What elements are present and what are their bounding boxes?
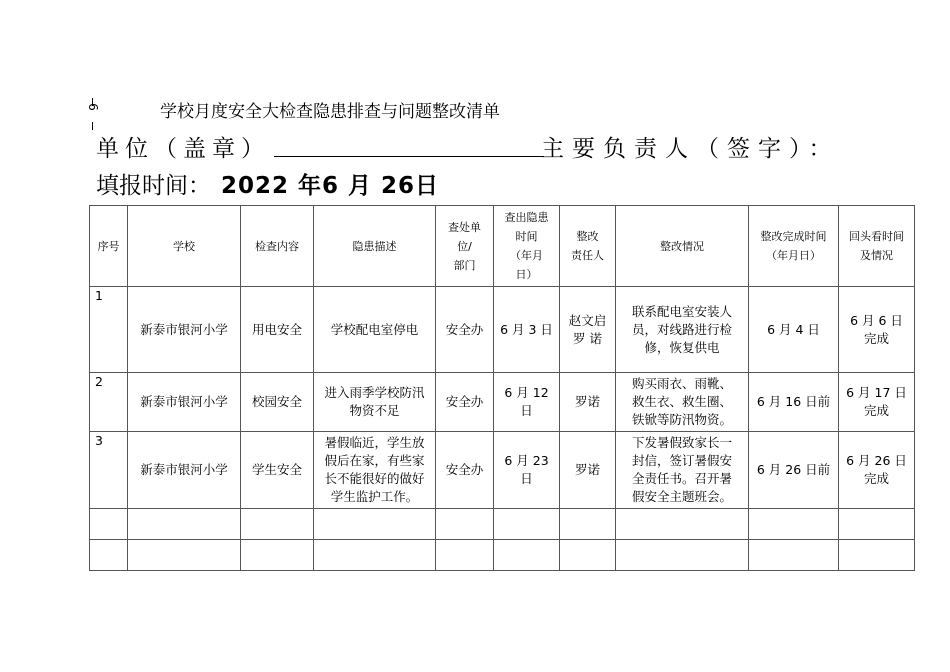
page-number-text: 6 bbox=[86, 103, 100, 111]
cell-owner: 罗诺 bbox=[560, 373, 616, 432]
cell-dept: 安全办 bbox=[436, 373, 494, 432]
cell-empty bbox=[839, 540, 915, 571]
cell-hazard: 暑假临近，学生放 假后在家，有些家 长不能很好的做好 学生监护工作。 bbox=[314, 432, 436, 509]
cell-empty bbox=[436, 509, 494, 540]
cell-status: 购买雨衣、雨靴、 救生衣、救生圈、 铁锨等防汛物资。 bbox=[616, 373, 749, 432]
table-row bbox=[90, 432, 915, 509]
cell-empty bbox=[494, 509, 560, 540]
report-date-row bbox=[96, 167, 439, 200]
cell-empty bbox=[241, 509, 314, 540]
cell-seq: 2 bbox=[90, 373, 128, 432]
cell-found-time: 6 月 3 日 bbox=[494, 287, 560, 373]
cell-empty bbox=[314, 509, 436, 540]
table-row bbox=[90, 373, 915, 432]
cell-dept: 安全办 bbox=[436, 432, 494, 509]
document-title: 学校月度安全大检查隐患排查与问题整改清单 bbox=[160, 102, 500, 122]
header-review: 回头看时间 及情况 bbox=[839, 206, 915, 287]
cell-content: 校园安全 bbox=[241, 373, 314, 432]
cell-empty bbox=[749, 540, 839, 571]
cell-empty bbox=[241, 540, 314, 571]
unit-name-line bbox=[274, 156, 544, 157]
cell-review: 6 月 6 日 完成 bbox=[839, 287, 915, 373]
cell-owner: 罗诺 bbox=[560, 432, 616, 509]
cell-empty bbox=[436, 540, 494, 571]
cell-empty bbox=[128, 509, 241, 540]
cell-empty bbox=[616, 540, 749, 571]
cell-status: 联系配电室安装人 员，对线路进行检 修，恢复供电 bbox=[616, 287, 749, 373]
cell-done-time: 6 月 4 日 bbox=[749, 287, 839, 373]
rectification-table bbox=[89, 205, 915, 571]
cell-status: 下发暑假致家长一 封信，签订暑假安 全责任书。召开暑 假安全主题班会。 bbox=[616, 432, 749, 509]
table-row-empty bbox=[90, 509, 915, 540]
cell-review: 6 月 26 日 完成 bbox=[839, 432, 915, 509]
cell-empty bbox=[90, 540, 128, 571]
cell-school: 新泰市银河小学 bbox=[128, 373, 241, 432]
cell-empty bbox=[90, 509, 128, 540]
cell-hazard: 学校配电室停电 bbox=[314, 287, 436, 373]
cell-content: 学生安全 bbox=[241, 432, 314, 509]
leader-signature-label: 主要负责人（签字）： bbox=[541, 136, 840, 162]
cell-review: 6 月 17 日 完成 bbox=[839, 373, 915, 432]
header-school: 学校 bbox=[128, 206, 241, 287]
cell-empty bbox=[839, 509, 915, 540]
cell-empty bbox=[616, 509, 749, 540]
cell-seq: 1 bbox=[90, 287, 128, 373]
cell-done-time: 6 月 26 日前 bbox=[749, 432, 839, 509]
header-dept: 查处单 位/ 部门 bbox=[436, 206, 494, 287]
table-header-row bbox=[90, 206, 915, 287]
header-status: 整改情况 bbox=[616, 206, 749, 287]
cell-school: 新泰市银河小学 bbox=[128, 287, 241, 373]
header-hazard: 隐患描述 bbox=[314, 206, 436, 287]
report-date-value: 2022 年6 月 26日 bbox=[221, 173, 440, 199]
header-content: 检查内容 bbox=[241, 206, 314, 287]
cell-school: 新泰市银河小学 bbox=[128, 432, 241, 509]
header-seq: 序号 bbox=[90, 206, 128, 287]
table-row bbox=[90, 287, 915, 373]
cell-owner: 赵文启 罗 诺 bbox=[560, 287, 616, 373]
header-done-time: 整改完成时间 （年月日） bbox=[749, 206, 839, 287]
cell-hazard: 进入雨季学校防汛 物资不足 bbox=[314, 373, 436, 432]
page-number bbox=[86, 100, 100, 128]
cell-empty bbox=[560, 540, 616, 571]
cell-done-time: 6 月 16 日前 bbox=[749, 373, 839, 432]
unit-row bbox=[96, 130, 840, 162]
report-date-label: 填报时间： bbox=[96, 173, 211, 199]
cell-empty bbox=[128, 540, 241, 571]
header-owner: 整改 责任人 bbox=[560, 206, 616, 287]
cell-empty bbox=[749, 509, 839, 540]
cell-dept: 安全办 bbox=[436, 287, 494, 373]
table-row-empty bbox=[90, 540, 915, 571]
unit-seal-label: 单位（盖章） bbox=[96, 136, 270, 162]
cell-empty bbox=[314, 540, 436, 571]
cell-empty bbox=[494, 540, 560, 571]
cell-empty bbox=[560, 509, 616, 540]
cell-content: 用电安全 bbox=[241, 287, 314, 373]
cell-found-time: 6 月 23 日 bbox=[494, 432, 560, 509]
header-found-time: 查出隐患 时间 （年月 日） bbox=[494, 206, 560, 287]
cell-found-time: 6 月 12 日 bbox=[494, 373, 560, 432]
cell-seq: 3 bbox=[90, 432, 128, 509]
